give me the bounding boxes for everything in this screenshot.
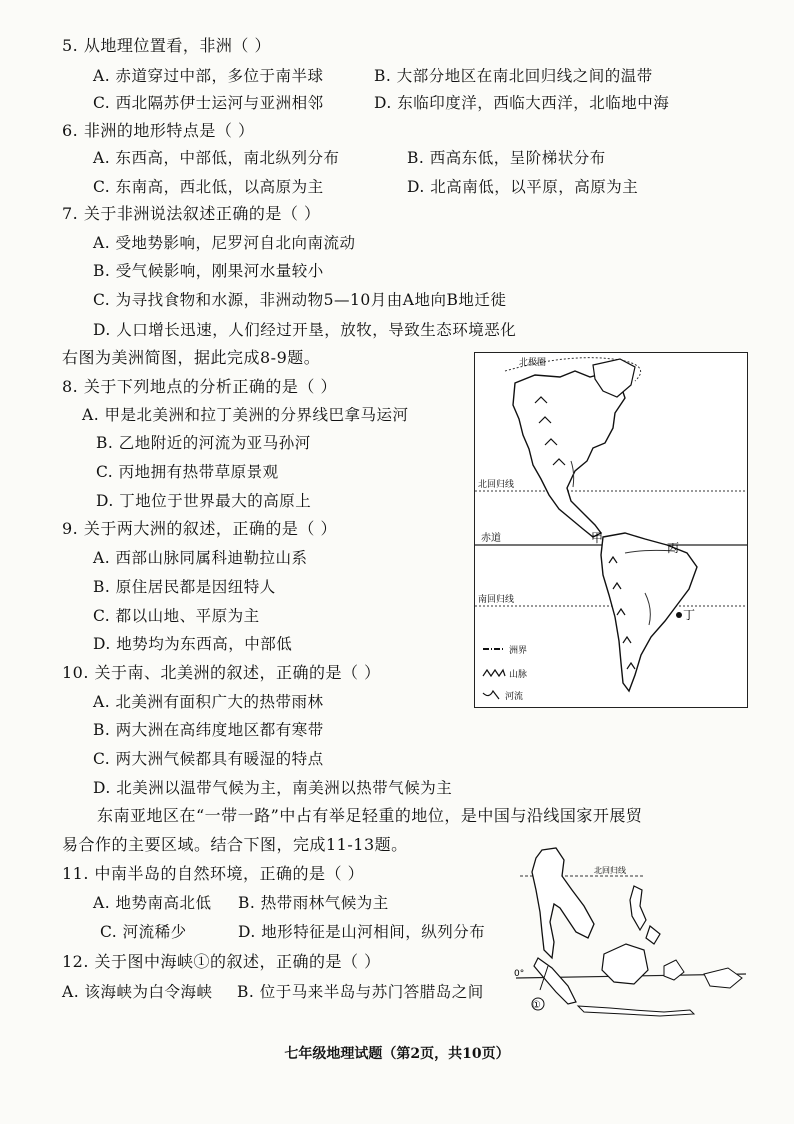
q5-option-c: C. 西北隔苏伊士运河与亚洲相邻 <box>93 94 324 112</box>
page-footer: 七年级地理试题（第2页，共10页） <box>284 1046 510 1062</box>
intro-11-13-line1: 东南亚地区在“一带一路”中占有举足轻重的地位，是中国与沿线国家开展贸 <box>97 806 643 825</box>
q6-option-b: B. 西高东低，呈阶梯状分布 <box>407 149 606 167</box>
america-map-graphic <box>475 353 747 707</box>
q12-option-b: B. 位于马来半岛与苏门答腊岛之间 <box>237 983 484 1001</box>
sea-zero-label: 0° <box>514 969 525 979</box>
tropic-cancer-label: 北回归线 <box>478 480 515 490</box>
q7-stem: 7. 关于非洲说法叙述正确的是（ ） <box>62 204 321 223</box>
q5-option-d: D. 东临印度洋，西临大西洋，北临地中海 <box>374 94 670 112</box>
sea-tropic-cancer-label: 北回归线 <box>594 866 626 875</box>
q12-option-a: A. 该海峡为白令海峡 <box>62 983 213 1001</box>
q10-option-d: D. 北美洲以温带气候为主，南美洲以热带气候为主 <box>93 779 453 797</box>
q7-option-c: C. 为寻找食物和水源，非洲动物5—10月由A地向B地迁徙 <box>93 291 507 309</box>
q10-option-a: A. 北美洲有面积广大的热带雨林 <box>93 693 324 711</box>
q11-option-d: D. 地形特征是山河相间，纵列分布 <box>238 923 486 941</box>
legend-boundary-label: 洲界 <box>509 646 528 656</box>
legend-river-symbol <box>483 691 499 699</box>
strait-marker-label: ① <box>532 1000 541 1011</box>
intro-11-13-line2: 易合作的主要区域。结合下图，完成11-13题。 <box>62 835 408 854</box>
q10-option-b: B. 两大洲在高纬度地区都有寒带 <box>93 721 324 739</box>
jia-label: 甲 <box>591 531 604 545</box>
q10-stem: 10. 关于南、北美洲的叙述，正确的是（ ） <box>62 663 381 682</box>
q9-stem: 9. 关于两大洲的叙述，正确的是（ ） <box>62 519 337 538</box>
q9-option-c: C. 都以山地、平原为主 <box>93 607 260 625</box>
q6-option-c: C. 东南高，西北低，以高原为主 <box>93 178 324 196</box>
q8-option-b: B. 乙地附近的河流为亚马孙河 <box>96 434 311 452</box>
legend-mountain-label: 山脉 <box>509 670 528 680</box>
equator-label: 赤道 <box>481 533 501 544</box>
q10-option-c: C. 两大洲气候都具有暖湿的特点 <box>93 750 324 768</box>
q8-option-d: D. 丁地位于世界最大的高原上 <box>96 492 312 510</box>
q9-option-a: A. 西部山脉同属科迪勒拉山系 <box>93 549 308 567</box>
q5-stem: 5. 从地理位置看，非洲（ ） <box>62 36 271 55</box>
indochina-outline <box>532 848 594 958</box>
bing-label: 丙 <box>667 541 680 555</box>
philippines-outline <box>630 886 660 944</box>
america-map <box>474 352 748 708</box>
q8-option-a: A. 甲是北美洲和拉丁美洲的分界线巴拿马运河 <box>82 406 409 424</box>
ding-point <box>676 612 682 618</box>
ding-label: 丁 <box>683 608 696 622</box>
southeast-asia-map-graphic <box>514 846 746 1020</box>
q7-option-d: D. 人口增长迅速，人们经过开垦，放牧，导致生态环境恶化 <box>93 321 517 339</box>
q11-option-c: C. 河流稀少 <box>100 923 187 941</box>
legend-mountain-symbol <box>483 670 505 676</box>
eastern-islands-outline <box>664 960 742 988</box>
q6-option-a: A. 东西高，中部低，南北纵列分布 <box>93 149 340 167</box>
borneo-outline <box>602 944 648 984</box>
q9-option-d: D. 地势均为东西高，中部低 <box>93 635 293 653</box>
q6-stem: 6. 非洲的地形特点是（ ） <box>62 121 255 140</box>
q9-option-b: B. 原住居民都是因纽特人 <box>93 578 276 596</box>
southeast-asia-map <box>514 846 746 1020</box>
sumatra-outline <box>534 958 576 1004</box>
intro-8-9: 右图为美洲简图，据此完成8-9题。 <box>62 348 321 367</box>
north-america-outline <box>513 371 625 537</box>
q11-option-b: B. 热带雨林气候为主 <box>238 894 389 912</box>
q5-option-b: B. 大部分地区在南北回归线之间的温带 <box>374 67 653 85</box>
q7-option-a: A. 受地势影响，尼罗河自北向南流动 <box>93 234 356 252</box>
q7-option-b: B. 受气候影响，刚果河水量较小 <box>93 262 324 280</box>
java-outline <box>578 1006 694 1016</box>
q8-option-c: C. 丙地拥有热带草原景观 <box>96 463 279 481</box>
q5-option-a: A. 赤道穿过中部，多位于南半球 <box>93 67 324 85</box>
q11-option-a: A. 地势南高北低 <box>93 894 212 912</box>
q8-stem: 8. 关于下列地点的分析正确的是（ ） <box>62 377 337 396</box>
arctic-circle-label: 北极圈 <box>519 358 547 368</box>
tropic-capricorn-label: 南回归线 <box>478 595 515 605</box>
q12-stem: 12. 关于图中海峡①的叙述，正确的是（ ） <box>62 952 381 971</box>
legend-river-label: 河流 <box>505 692 524 702</box>
q6-option-d: D. 北高南低，以平原，高原为主 <box>407 178 639 196</box>
q11-stem: 11. 中南半岛的自然环境，正确的是（ ） <box>62 864 365 883</box>
